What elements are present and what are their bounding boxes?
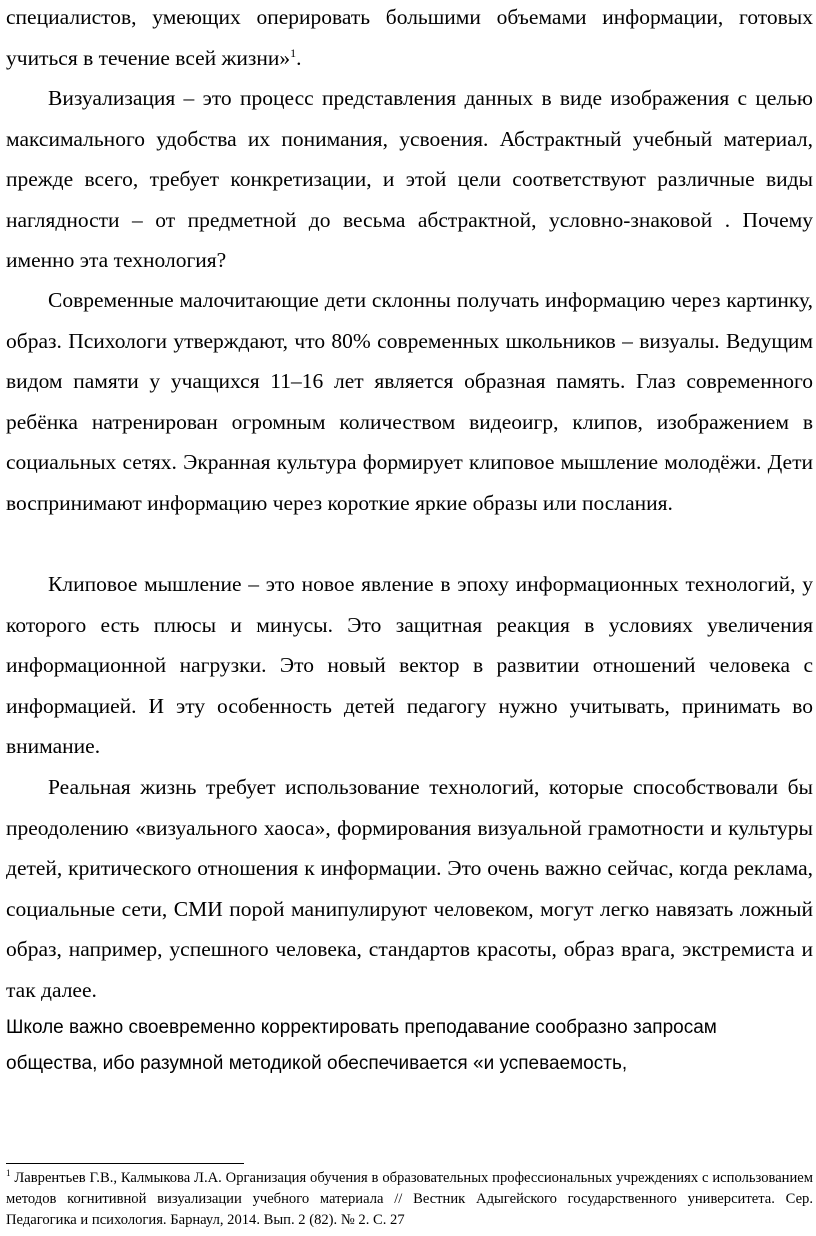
paragraph-visualization: Визуализация – это процесс представления данных в виде изображения с целью максимального удобства их понимания, усвоения. Абстрактный учебный материал, прежде всего, требует конкретизации, и этой цели соответствуют различные виды наглядности – от предметной до весьма абстрактной, условно-знаковой . Почему именно эта технология? — [6, 86, 813, 272]
paragraph-school: Школе важно своевременно корректировать преподавание сообразно запросам общества, ибо разумной методикой обеспечивается «и успеваемость, — [6, 1017, 717, 1074]
paragraph-real-life: Реальная жизнь требует использование технологий, которые способствовали бы преодолению «визуального хаоса», формирования визуальной грамотности и культуры детей, критического отношения к информации. Это очень важно сейчас, когда реклама, социальные сети, СМИ порой манипулируют человеком, могут легко навязать ложный образ, например, успешного человека, стандартов красоты, образ врага, экстремиста и так далее. — [6, 775, 813, 1002]
paragraph-clip-thinking: Клиповое мышление – это новое явление в эпоху информационных технологий, у которого есть плюсы и минусы. Это защитная реакция в условиях увеличения информационной нагрузки. Это новый вектор в развитии отношений человека с информацией. И эту особенность детей педагогу нужно учитывать, принимать во внимание. — [6, 572, 813, 758]
paragraph-continuation — [6, 0, 813, 78]
footnote-text: Лаврентьев Г.В., Калмыкова Л.А. Организация обучения в образовательных профессиональных учреждениях с использованием методов когнитивной визуализации учебного материала // Вестник Адыгейского государственного университета. Сер. Педагогика и психология. Барнаул, 2014. Вып. 2 (82). № 2. С. 27 — [6, 1170, 813, 1228]
paragraph-text: специалистов, умеющих оперировать большими объемами информации, готовых учиться в течение всей жизни» — [6, 5, 813, 70]
footnote-separator — [6, 1163, 244, 1164]
footnote — [6, 1168, 813, 1231]
footnote-reference[interactable]: 1 — [290, 45, 297, 60]
paragraph-tail: . — [296, 45, 302, 70]
paragraph-modern-children: Современные малочитающие дети склонны получать информацию через картинку, образ. Психологи утверждают, что 80% современных школьников – визуалы. Ведущим видом памяти у учащихся 11–16 лет является образная память. Глаз современного ребёнка натренирован огромным количеством видеоигр, клипов, изображением в социальных сетях. Экранная культура формирует клиповое мышление молодёжи. Дети воспринимают информацию через короткие яркие образы или послания. — [6, 288, 813, 515]
footnote-marker: 1 — [6, 1168, 11, 1179]
